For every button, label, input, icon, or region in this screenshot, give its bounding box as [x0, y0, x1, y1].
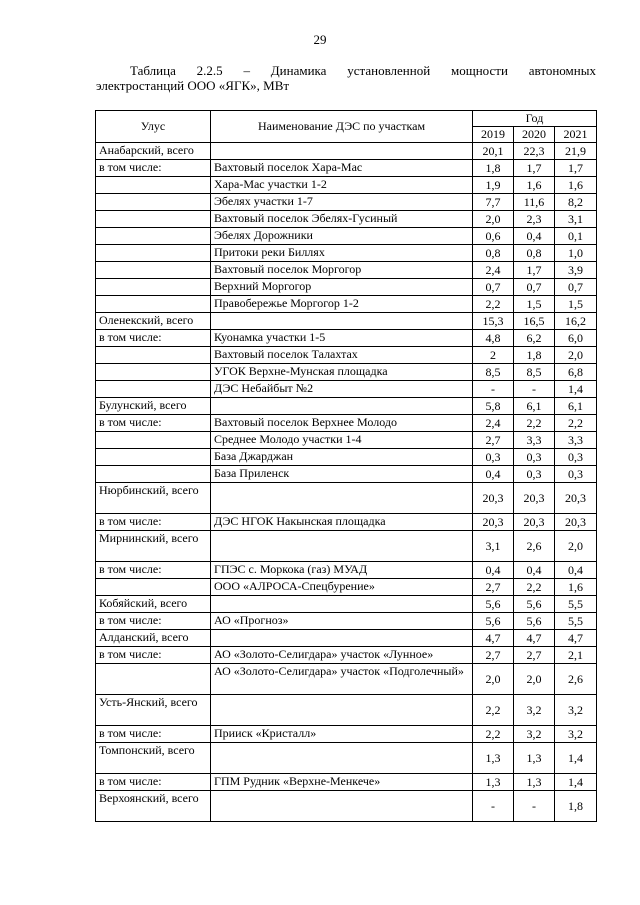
table-row: [96, 177, 597, 194]
value-cell-2020: 8,5: [514, 364, 555, 381]
value-cell-2019: 4,7: [473, 630, 514, 647]
station-name-cell: [211, 313, 473, 330]
value-cell-2021: 1,8: [555, 791, 597, 822]
value-cell-2021: 2,0: [555, 347, 597, 364]
value-cell-2019: 0,6: [473, 228, 514, 245]
value-cell-2020: 2,2: [514, 415, 555, 432]
table-row: [96, 562, 597, 579]
station-name-cell: ДЭС НГОК Накынская площадка: [211, 514, 473, 531]
station-name-cell: [211, 398, 473, 415]
table-row: [96, 143, 597, 160]
value-cell-2020: 16,5: [514, 313, 555, 330]
value-cell-2021: 1,5: [555, 296, 597, 313]
caption-word: установленной: [347, 63, 431, 78]
station-name-cell: Притоки реки Биллях: [211, 245, 473, 262]
ulus-cell: в том числе:: [96, 562, 211, 579]
value-cell-2019: 0,3: [473, 449, 514, 466]
value-cell-2020: 0,8: [514, 245, 555, 262]
station-name-cell: [211, 630, 473, 647]
value-cell-2019: 2,0: [473, 211, 514, 228]
caption-word: Таблица: [130, 63, 176, 78]
value-cell-2021: 6,0: [555, 330, 597, 347]
value-cell-2021: 5,5: [555, 613, 597, 630]
value-cell-2020: 1,3: [514, 743, 555, 774]
table-row: [96, 531, 597, 562]
value-cell-2019: 2,7: [473, 579, 514, 596]
table-row: [96, 381, 597, 398]
ulus-cell: Усть-Янский, всего: [96, 695, 211, 726]
station-name-cell: Хара-Мас участки 1-2: [211, 177, 473, 194]
ulus-cell: в том числе:: [96, 160, 211, 177]
value-cell-2021: 1,4: [555, 774, 597, 791]
station-name-cell: [211, 531, 473, 562]
value-cell-2019: 20,3: [473, 483, 514, 514]
station-name-cell: [211, 743, 473, 774]
ulus-cell: [96, 364, 211, 381]
table-row: [96, 364, 597, 381]
value-cell-2021: 2,2: [555, 415, 597, 432]
value-cell-2020: 0,7: [514, 279, 555, 296]
page-number: 29: [313, 32, 327, 47]
table-caption: [96, 63, 596, 93]
value-cell-2019: 2,4: [473, 415, 514, 432]
station-name-cell: Вахтовый поселок Талахтах: [211, 347, 473, 364]
station-name-cell: АО «Прогноз»: [211, 613, 473, 630]
value-cell-2019: 2,7: [473, 647, 514, 664]
station-name-cell: [211, 596, 473, 613]
value-cell-2020: 3,2: [514, 695, 555, 726]
ulus-cell: [96, 449, 211, 466]
station-name-cell: Вахтовый поселок Верхнее Молодо: [211, 415, 473, 432]
header-year-2021: 2021: [555, 127, 597, 143]
station-name-cell: УГОК Верхне-Мунская площадка: [211, 364, 473, 381]
header-name: Наименование ДЭС по участкам: [211, 111, 473, 143]
value-cell-2020: 1,7: [514, 160, 555, 177]
value-cell-2019: 1,8: [473, 160, 514, 177]
ulus-cell: Верхоянский, всего: [96, 791, 211, 822]
ulus-cell: в том числе:: [96, 613, 211, 630]
station-name-cell: Верхний Моргогор: [211, 279, 473, 296]
table-row: [96, 743, 597, 774]
value-cell-2019: 8,5: [473, 364, 514, 381]
value-cell-2019: 2,4: [473, 262, 514, 279]
value-cell-2019: 2: [473, 347, 514, 364]
value-cell-2019: -: [473, 791, 514, 822]
value-cell-2021: 1,7: [555, 160, 597, 177]
station-name-cell: [211, 143, 473, 160]
caption-line-2: электростанций ООО «ЯГК», МВт: [96, 78, 290, 93]
value-cell-2020: 3,3: [514, 432, 555, 449]
value-cell-2020: 4,7: [514, 630, 555, 647]
table-row: [96, 211, 597, 228]
value-cell-2020: 2,2: [514, 579, 555, 596]
value-cell-2019: 2,2: [473, 726, 514, 743]
value-cell-2020: 2,3: [514, 211, 555, 228]
value-cell-2021: 3,2: [555, 695, 597, 726]
table-row: [96, 296, 597, 313]
header-year-2019: 2019: [473, 127, 514, 143]
value-cell-2019: 7,7: [473, 194, 514, 211]
caption-word: автономных: [528, 63, 596, 78]
table-row: [96, 774, 597, 791]
station-name-cell: АО «Золото-Селигдара» участок «Лунное»: [211, 647, 473, 664]
ulus-cell: [96, 279, 211, 296]
ulus-cell: в том числе:: [96, 415, 211, 432]
table-row: [96, 245, 597, 262]
value-cell-2021: 1,0: [555, 245, 597, 262]
ulus-cell: [96, 194, 211, 211]
station-name-cell: ГПЭС с. Моркока (газ) МУАД: [211, 562, 473, 579]
station-name-cell: [211, 695, 473, 726]
value-cell-2020: 0,4: [514, 228, 555, 245]
value-cell-2020: 1,3: [514, 774, 555, 791]
ulus-cell: [96, 466, 211, 483]
value-cell-2021: 4,7: [555, 630, 597, 647]
value-cell-2019: 5,6: [473, 596, 514, 613]
table-row: [96, 279, 597, 296]
value-cell-2021: 3,1: [555, 211, 597, 228]
value-cell-2019: 2,2: [473, 296, 514, 313]
table-row: [96, 647, 597, 664]
station-name-cell: ООО «АЛРОСА-Спецбурение»: [211, 579, 473, 596]
caption-word: Динамика: [270, 63, 327, 78]
value-cell-2021: 0,4: [555, 562, 597, 579]
value-cell-2021: 0,3: [555, 466, 597, 483]
value-cell-2019: 15,3: [473, 313, 514, 330]
ulus-cell: Мирнинский, всего: [96, 531, 211, 562]
ulus-cell: [96, 245, 211, 262]
ulus-cell: Нюрбинский, всего: [96, 483, 211, 514]
ulus-cell: Оленекский, всего: [96, 313, 211, 330]
value-cell-2020: -: [514, 381, 555, 398]
header-year: Год: [473, 111, 597, 127]
station-name-cell: Эбелях Дорожники: [211, 228, 473, 245]
value-cell-2020: 1,6: [514, 177, 555, 194]
value-cell-2019: 3,1: [473, 531, 514, 562]
value-cell-2020: 1,8: [514, 347, 555, 364]
table-row: [96, 664, 597, 695]
table-row: [96, 596, 597, 613]
value-cell-2021: 8,2: [555, 194, 597, 211]
station-name-cell: Куонамка участки 1-5: [211, 330, 473, 347]
value-cell-2021: 5,5: [555, 596, 597, 613]
value-cell-2021: 6,1: [555, 398, 597, 415]
value-cell-2021: 1,6: [555, 579, 597, 596]
ulus-cell: Кобяйский, всего: [96, 596, 211, 613]
table-header: [96, 111, 597, 143]
caption-word: –: [243, 63, 250, 78]
table-row: [96, 415, 597, 432]
value-cell-2021: 21,9: [555, 143, 597, 160]
table-row: [96, 160, 597, 177]
value-cell-2019: 1,9: [473, 177, 514, 194]
power-table: [95, 110, 597, 822]
ulus-cell: в том числе:: [96, 647, 211, 664]
table-row: [96, 726, 597, 743]
table-row: [96, 347, 597, 364]
station-name-cell: Среднее Молодо участки 1-4: [211, 432, 473, 449]
station-name-cell: Эбелях участки 1-7: [211, 194, 473, 211]
station-name-cell: [211, 483, 473, 514]
ulus-cell: Анабарский, всего: [96, 143, 211, 160]
table-row: [96, 466, 597, 483]
station-name-cell: Вахтовый поселок Эбелях-Гусиный: [211, 211, 473, 228]
ulus-cell: [96, 664, 211, 695]
table-row: [96, 330, 597, 347]
header-year-2020: 2020: [514, 127, 555, 143]
value-cell-2021: 20,3: [555, 514, 597, 531]
table-row: [96, 613, 597, 630]
value-cell-2020: -: [514, 791, 555, 822]
value-cell-2019: 5,6: [473, 613, 514, 630]
header-ulus: Улус: [96, 111, 211, 143]
station-name-cell: Вахтовый поселок Моргогор: [211, 262, 473, 279]
station-name-cell: ГПМ Рудник «Верхне-Менкече»: [211, 774, 473, 791]
table-row: [96, 630, 597, 647]
value-cell-2020: 20,3: [514, 514, 555, 531]
table-row: [96, 262, 597, 279]
station-name-cell: Правобережье Моргогор 1-2: [211, 296, 473, 313]
table-row: [96, 514, 597, 531]
station-name-cell: База Джарджан: [211, 449, 473, 466]
ulus-cell: [96, 432, 211, 449]
value-cell-2019: -: [473, 381, 514, 398]
value-cell-2021: 3,3: [555, 432, 597, 449]
ulus-cell: в том числе:: [96, 514, 211, 531]
value-cell-2021: 3,2: [555, 726, 597, 743]
ulus-cell: [96, 211, 211, 228]
ulus-cell: Томпонский, всего: [96, 743, 211, 774]
value-cell-2020: 6,2: [514, 330, 555, 347]
value-cell-2020: 2,6: [514, 531, 555, 562]
value-cell-2019: 1,3: [473, 743, 514, 774]
table-row: [96, 579, 597, 596]
value-cell-2019: 20,3: [473, 514, 514, 531]
ulus-cell: Алданский, всего: [96, 630, 211, 647]
value-cell-2019: 5,8: [473, 398, 514, 415]
value-cell-2020: 6,1: [514, 398, 555, 415]
station-name-cell: [211, 791, 473, 822]
caption-word: 2.2.5: [196, 63, 223, 78]
value-cell-2020: 11,6: [514, 194, 555, 211]
value-cell-2021: 16,2: [555, 313, 597, 330]
value-cell-2019: 1,3: [473, 774, 514, 791]
value-cell-2020: 1,5: [514, 296, 555, 313]
ulus-cell: [96, 177, 211, 194]
caption-word: мощности: [450, 63, 508, 78]
table-row: [96, 432, 597, 449]
station-name-cell: База Приленск: [211, 466, 473, 483]
value-cell-2020: 0,4: [514, 562, 555, 579]
value-cell-2021: 1,4: [555, 743, 597, 774]
value-cell-2019: 2,2: [473, 695, 514, 726]
table-row: [96, 483, 597, 514]
value-cell-2020: 1,7: [514, 262, 555, 279]
value-cell-2020: 3,2: [514, 726, 555, 743]
ulus-cell: [96, 262, 211, 279]
value-cell-2020: 0,3: [514, 466, 555, 483]
value-cell-2019: 20,1: [473, 143, 514, 160]
value-cell-2021: 0,1: [555, 228, 597, 245]
ulus-cell: [96, 296, 211, 313]
ulus-cell: [96, 228, 211, 245]
value-cell-2021: 20,3: [555, 483, 597, 514]
value-cell-2021: 2,1: [555, 647, 597, 664]
table-row: [96, 449, 597, 466]
value-cell-2019: 0,4: [473, 466, 514, 483]
value-cell-2019: 0,8: [473, 245, 514, 262]
ulus-cell: [96, 347, 211, 364]
station-name-cell: ДЭС Небайбыт №2: [211, 381, 473, 398]
value-cell-2019: 2,7: [473, 432, 514, 449]
table-row: [96, 398, 597, 415]
value-cell-2020: 0,3: [514, 449, 555, 466]
value-cell-2020: 5,6: [514, 596, 555, 613]
value-cell-2021: 3,9: [555, 262, 597, 279]
ulus-cell: Булунский, всего: [96, 398, 211, 415]
table-row: [96, 791, 597, 822]
value-cell-2021: 1,6: [555, 177, 597, 194]
table-row: [96, 228, 597, 245]
value-cell-2021: 2,0: [555, 531, 597, 562]
value-cell-2019: 0,4: [473, 562, 514, 579]
table-row: [96, 695, 597, 726]
value-cell-2021: 1,4: [555, 381, 597, 398]
ulus-cell: [96, 579, 211, 596]
ulus-cell: в том числе:: [96, 330, 211, 347]
value-cell-2019: 0,7: [473, 279, 514, 296]
ulus-cell: в том числе:: [96, 774, 211, 791]
value-cell-2021: 0,3: [555, 449, 597, 466]
ulus-cell: в том числе:: [96, 726, 211, 743]
value-cell-2020: 22,3: [514, 143, 555, 160]
station-name-cell: Прииск «Кристалл»: [211, 726, 473, 743]
station-name-cell: Вахтовый поселок Хара-Мас: [211, 160, 473, 177]
value-cell-2020: 2,7: [514, 647, 555, 664]
caption-line-1: [130, 63, 596, 78]
table-row: [96, 313, 597, 330]
value-cell-2020: 5,6: [514, 613, 555, 630]
value-cell-2019: 2,0: [473, 664, 514, 695]
station-name-cell: АО «Золото-Селигдара» участок «Подголечный»: [211, 664, 473, 695]
value-cell-2021: 6,8: [555, 364, 597, 381]
ulus-cell: [96, 381, 211, 398]
value-cell-2020: 2,0: [514, 664, 555, 695]
value-cell-2020: 20,3: [514, 483, 555, 514]
value-cell-2021: 0,7: [555, 279, 597, 296]
value-cell-2021: 2,6: [555, 664, 597, 695]
value-cell-2019: 4,8: [473, 330, 514, 347]
table-row: [96, 194, 597, 211]
table-body: [96, 143, 597, 822]
